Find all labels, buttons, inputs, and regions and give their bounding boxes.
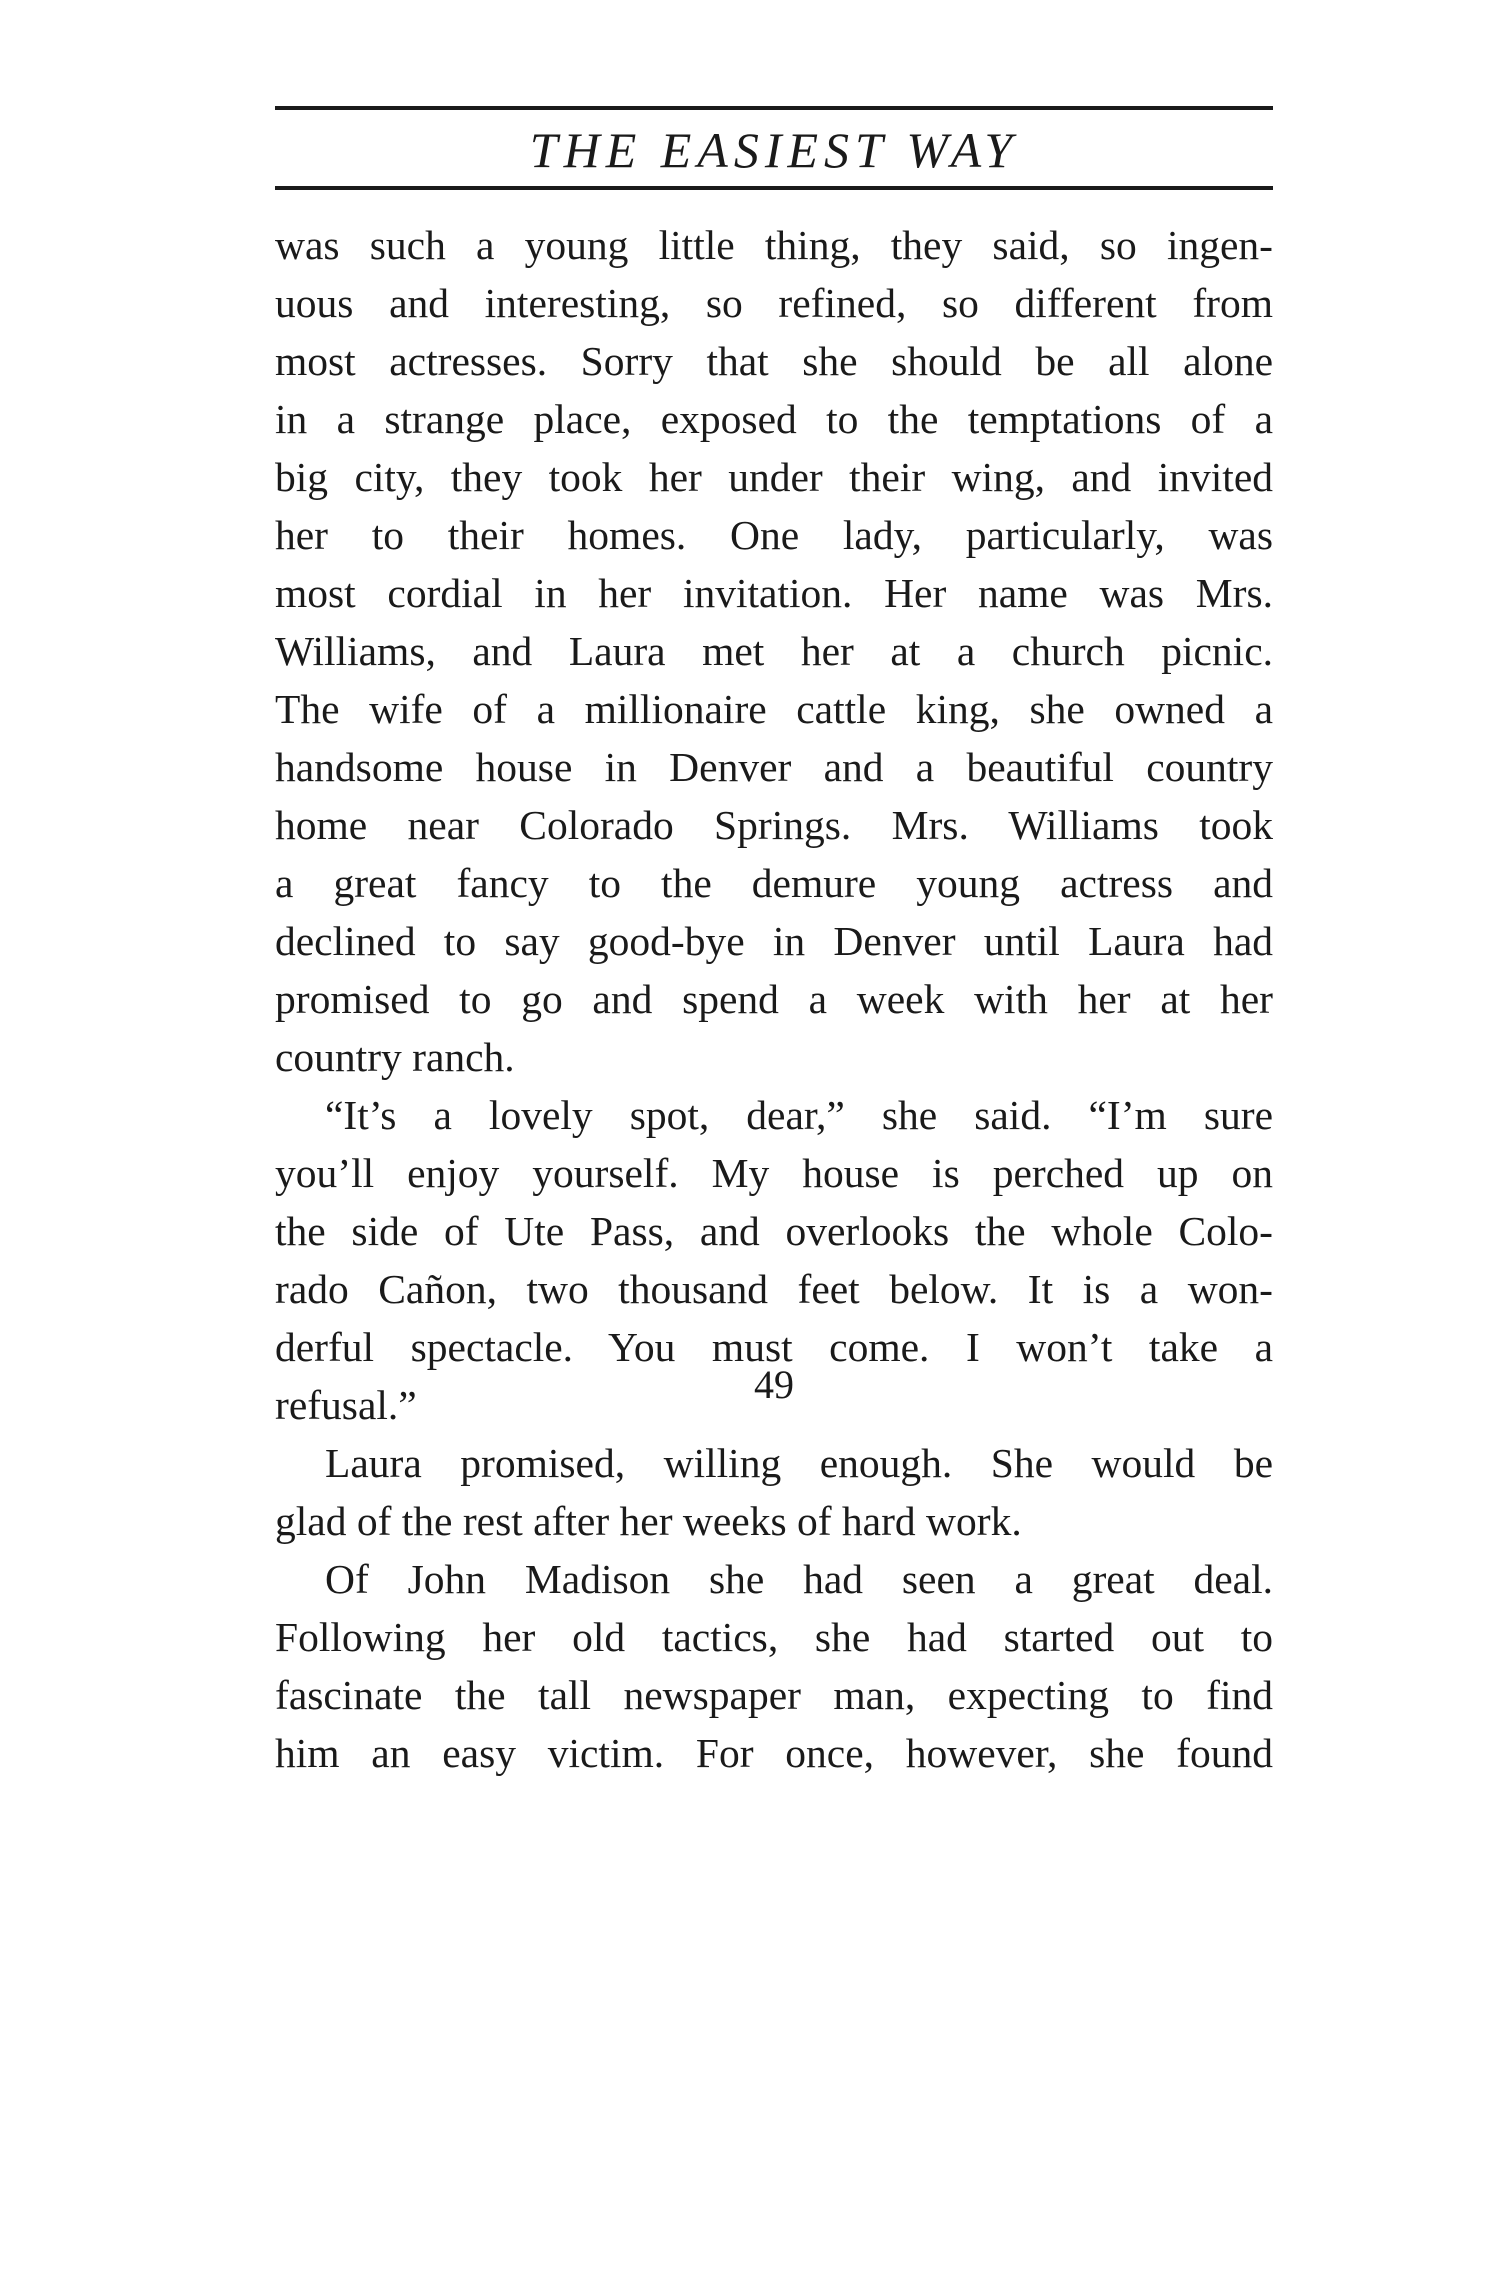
text-line: The wife of a millionaire cattle king, she owned a: [275, 686, 1273, 732]
text-line: most cordial in her invitation. Her name was Mrs.: [275, 570, 1273, 616]
text-line: “It’s a lovely spot, dear,” she said. “I’m sure: [325, 1092, 1273, 1138]
text-line: home near Colorado Springs. Mrs. Williams took: [275, 802, 1273, 848]
text-line: Of John Madison she had seen a great deal.: [325, 1556, 1273, 1602]
text-line: a great fancy to the demure young actress and: [275, 860, 1273, 906]
text-line: handsome house in Denver and a beautiful country: [275, 744, 1273, 790]
body-text: [275, 216, 1273, 1782]
text-line: her to their homes. One lady, particularly, was: [275, 512, 1273, 558]
text-line: promised to go and spend a week with her at her: [275, 976, 1273, 1022]
page-number: 49: [754, 1362, 794, 1407]
text-line: refusal.”: [275, 1382, 417, 1428]
text-line: big city, they took her under their wing, and invited: [275, 454, 1273, 500]
text-line: him an easy victim. For once, however, she found: [275, 1730, 1273, 1776]
header-top-rule: [275, 106, 1273, 110]
text-line: most actresses. Sorry that she should be all alone: [275, 338, 1273, 384]
text-line: was such a young little thing, they said, so ingen-: [275, 222, 1273, 268]
text-line: Laura promised, willing enough. She would be: [325, 1440, 1273, 1486]
text-line: you’ll enjoy yourself. My house is perched up on: [275, 1150, 1273, 1196]
text-line: derful spectacle. You must come. I won’t take a: [275, 1324, 1273, 1370]
text-line: in a strange place, exposed to the temptations of a: [275, 396, 1273, 442]
text-line: Following her old tactics, she had started out to: [275, 1614, 1273, 1660]
text-line: fascinate the tall newspaper man, expecting to find: [275, 1672, 1273, 1718]
running-head: THE EASIEST WAY: [529, 122, 1019, 178]
header-bottom-rule: [275, 186, 1273, 190]
text-line: the side of Ute Pass, and overlooks the whole Colo-: [275, 1208, 1273, 1254]
text-line: glad of the rest after her weeks of hard work.: [275, 1498, 1022, 1544]
text-line: declined to say good-bye in Denver until Laura had: [275, 918, 1273, 964]
text-line: rado Cañon, two thousand feet below. It is a won-: [275, 1266, 1273, 1312]
text-line: country ranch.: [275, 1034, 515, 1080]
text-line: uous and interesting, so refined, so different from: [275, 280, 1273, 326]
text-line: Williams, and Laura met her at a church picnic.: [275, 628, 1273, 674]
